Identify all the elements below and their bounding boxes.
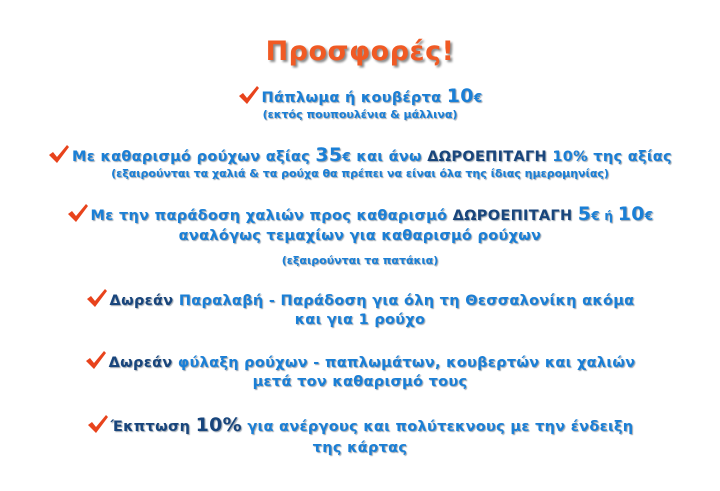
offer-5-lead: Δωρεάν (108, 355, 173, 371)
checkmark-icon (48, 144, 70, 164)
offer-1-note: (εκτός πουπουλένια & μάλλινα) (262, 108, 458, 121)
offer-2-text-b: και άνω (351, 149, 428, 165)
offer-1-line (0, 85, 720, 107)
offer-4-line (0, 288, 720, 309)
offer-3-line (0, 203, 720, 225)
offer-2-text-c: 10% της αξίας (547, 149, 672, 165)
offer-2-price: 35 (315, 144, 343, 166)
offer-3-text: Με την παράδοση χαλιών προς καθαρισμό (90, 208, 453, 224)
offer-3-currency-1: € (591, 209, 600, 223)
offer-3-price-1: 5 (577, 203, 592, 225)
offer-2-text: Με καθαρισμό ρούχων αξίας (72, 149, 316, 165)
checkmark-icon (238, 85, 260, 105)
offer-3-or: ή (599, 209, 618, 223)
offer-3-line-2: αναλόγως τεμαχίων για καθαρισμό ρούχων (178, 228, 542, 244)
checkmark-icon (87, 414, 109, 434)
offer-5-text: φύλαξη ρούχων - παπλωμάτων, κουβερτών και χαλιών (172, 355, 636, 371)
offer-6-lead: Έκπτωση (110, 419, 191, 435)
offer-6-line (0, 414, 720, 436)
offer-6-line-2: της κάρτας (312, 440, 408, 456)
offer-4-lead: Δωρεάν (109, 293, 174, 309)
offer-5-line (0, 350, 720, 371)
offer-5-line-2: μετά τον καθαρισμό τους (252, 374, 468, 390)
offer-1-price: 10 (446, 85, 474, 107)
offer-2-line (0, 144, 720, 166)
offer-4-text: Παραλαβή - Παράδοση για όλη τη Θεσσαλονίκη ακόμα (173, 293, 635, 309)
offer-2-currency: € (342, 150, 352, 164)
offer-1-currency: € (473, 91, 483, 105)
page-title: Προσφορές! (265, 36, 455, 67)
offer-2-note: (εξαιρούνται τα χαλιά & τα ρούχα θα πρέπει να είναι όλα της ίδιας ημερομηνίας) (111, 167, 609, 180)
offer-3-price-2: 10 (617, 203, 645, 225)
offer-3-highlight: ΔΩΡΟΕΠΙΤΑΓΗ (452, 208, 573, 224)
offer-4-line-2: και για 1 ρούχο (294, 312, 426, 328)
offer-6-text: για ανέργους και πολύτεκνους με την ένδειξη (241, 419, 634, 435)
offer-6-percent: 10% (195, 414, 242, 436)
checkmark-icon (85, 350, 107, 370)
offer-1-text: Πάπλωμα ή κουβέρτα (261, 90, 447, 106)
offer-2-highlight: ΔΩΡΟΕΠΙΤΑΓΗ (427, 149, 547, 165)
checkmark-icon (86, 288, 108, 308)
checkmark-icon (67, 203, 89, 223)
offer-3-currency-2: € (644, 209, 654, 223)
offer-3-note: (εξαιρούνται τα πατάκια) (281, 254, 439, 267)
